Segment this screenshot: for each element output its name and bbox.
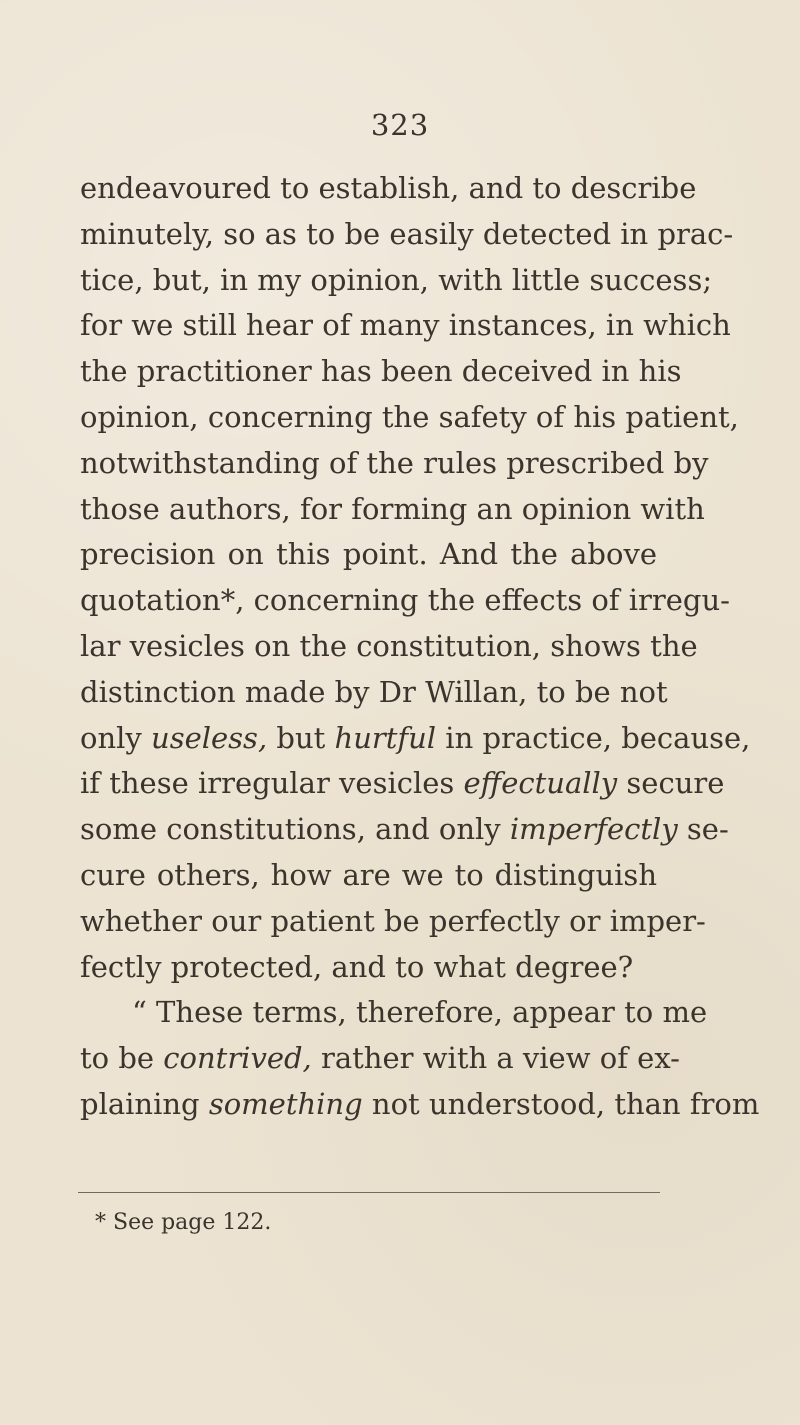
text-segment: some constitutions, and only [80, 812, 510, 847]
text-segment: endeavoured to establish, and to describe [80, 171, 697, 205]
italic-text: effectually [463, 766, 618, 801]
text-line [80, 397, 739, 437]
text-line [80, 1038, 680, 1078]
text-line [80, 489, 705, 529]
text-line [80, 580, 730, 620]
text-segment: precision on this point. And the above [80, 537, 657, 572]
text-line [80, 214, 734, 254]
text-line [80, 260, 713, 300]
text-segment: lar vesicles on the constitution, shows the [80, 629, 698, 663]
page-number: 323 [370, 108, 430, 142]
text-segment: minutely, so as to be easily detected in prac- [80, 216, 734, 251]
text-segment: opinion, concerning the safety of his patient, [80, 400, 739, 434]
text-line [80, 534, 657, 574]
text-line [80, 1084, 760, 1124]
text-line [80, 763, 725, 803]
text-line [80, 305, 731, 345]
italic-text: imperfectly [509, 812, 678, 847]
text-segment: quotation*, concerning the effects of irregu- [80, 583, 730, 618]
text-segment: but [267, 720, 335, 755]
text-segment: secure [617, 766, 725, 801]
text-segment: rather with a view of ex- [311, 1041, 680, 1076]
text-segment: notwithstanding of the rules prescribed by [80, 445, 709, 480]
footnote-divider [78, 1192, 660, 1194]
text-segment: not understood, than from [362, 1087, 760, 1121]
italic-text: useless, [151, 720, 268, 755]
text-segment: plaining [80, 1087, 209, 1121]
text-line [80, 718, 751, 758]
footnote: * See page 122. [95, 1210, 272, 1235]
text-line [80, 443, 709, 483]
text-line [80, 992, 708, 1032]
text-segment: to be [80, 1041, 164, 1076]
italic-text: contrived, [163, 1041, 312, 1076]
text-segment: those authors, for forming an opinion with [80, 491, 705, 526]
text-segment: se- [677, 812, 729, 847]
text-line [80, 168, 697, 208]
italic-text: hurtful [334, 720, 437, 755]
text-line [80, 672, 668, 712]
text-segment: whether our patient be perfectly or imper- [80, 903, 706, 938]
text-segment: cure others, how are we to distinguish [80, 858, 657, 892]
text-segment: “ These terms, therefore, appear to me [132, 995, 708, 1030]
italic-text: something [208, 1087, 363, 1121]
text-segment: for we still hear of many instances, in which [80, 308, 731, 343]
text-segment: distinction made by Dr Willan, to be not [80, 674, 668, 709]
text-line [80, 947, 657, 987]
text-line [80, 351, 682, 391]
text-segment: tice, but, in my opinion, with little success; [80, 262, 713, 297]
text-line [80, 855, 657, 895]
text-line [80, 626, 698, 666]
text-segment: if these irregular vesicles [80, 766, 464, 801]
text-segment: the practitioner has been deceived in his [80, 354, 682, 389]
text-line [80, 901, 706, 941]
text-segment: only [80, 720, 152, 755]
text-segment: fectly protected, and to what degree? [80, 949, 634, 984]
text-line [80, 809, 729, 849]
text-segment: in practice, because, [436, 720, 751, 755]
